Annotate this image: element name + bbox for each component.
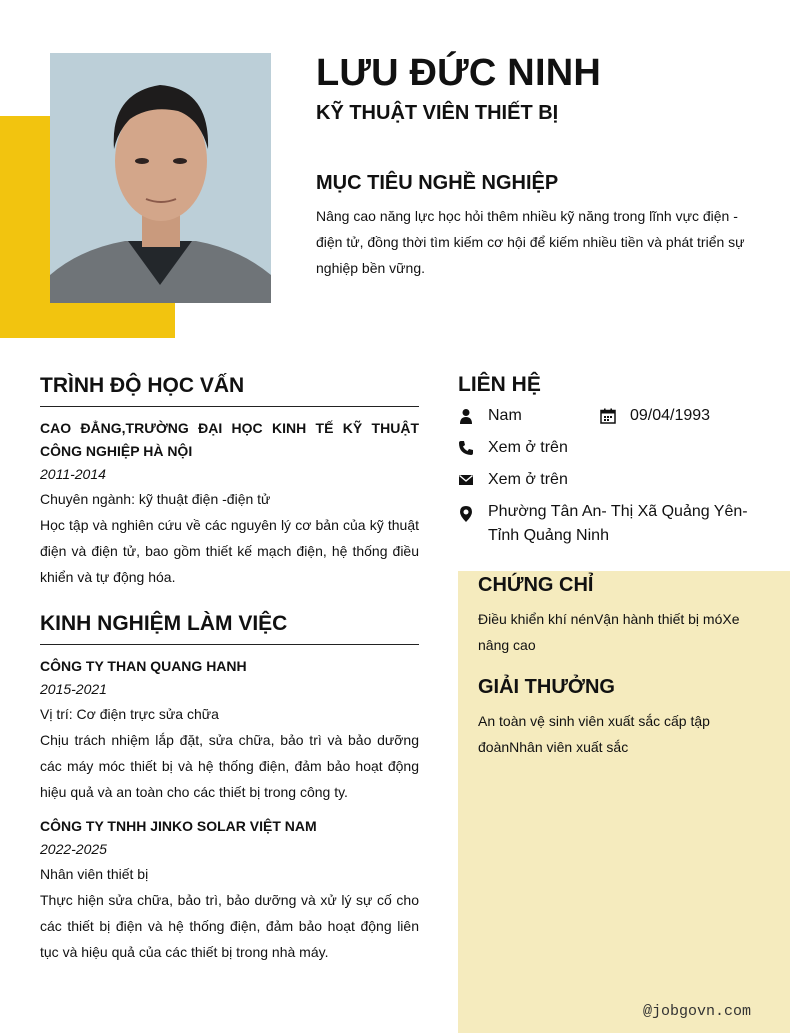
- watermark: @jobgovn.com: [643, 1003, 752, 1020]
- objective-heading: MỤC TIÊU NGHỀ NGHIỆP: [316, 172, 559, 194]
- person-icon: [458, 408, 474, 424]
- phone-icon: [458, 440, 474, 456]
- profile-photo: [50, 53, 271, 303]
- awards-text: An toàn vệ sinh viên xuất sắc cấp tập đoànNhân viên xuất sắc: [478, 713, 710, 755]
- contact-phone[interactable]: Xem ở trên: [488, 439, 568, 456]
- experience-heading: KINH NGHIỆM LÀM VIỆC: [40, 612, 419, 645]
- contact-gender: Nam: [488, 407, 522, 424]
- education-major: Chuyên ngành: kỹ thuật điện -điện tử: [40, 491, 271, 507]
- education-entry: [40, 417, 419, 590]
- certificates-text: Điều khiển khí nénVận hành thiết bị móXe nâng cao: [478, 611, 740, 653]
- experience-entry: [40, 815, 419, 965]
- experience-company: CÔNG TY TNHH JINKO SOLAR VIỆT NAM: [40, 818, 317, 834]
- job-title: KỸ THUẬT VIÊN THIẾT BỊ: [316, 102, 559, 124]
- education-heading: TRÌNH ĐỘ HỌC VẤN: [40, 374, 419, 407]
- experience-description: Chịu trách nhiệm lắp đặt, sửa chữa, bảo trì và bảo dưỡng các máy móc thiết bị và hệ thống điện, đảm bảo hoạt động hiệu quả và an toàn cho các thiết bị trong công ty.: [40, 732, 419, 800]
- education-period: 2011-2014: [40, 466, 106, 482]
- objective-text: Nâng cao năng lực học hỏi thêm nhiều kỹ năng trong lĩnh vực điện - điện tử, đồng thời tìm kiếm cơ hội để kiếm nhiều tiền và phát triển sự nghiệp bền vững.: [316, 208, 745, 276]
- contact-address: Phường Tân An- Thị Xã Quảng Yên- Tỉnh Quảng Ninh: [488, 503, 748, 544]
- calendar-icon: [600, 408, 616, 424]
- experience-description: Thực hiện sửa chữa, bảo trì, bảo dưỡng và xử lý sự cố cho các thiết bị điện và hệ thống điện, đảm bảo hoạt động liên tục và hiệu quả của các thiết bị trong nhà máy.: [40, 892, 419, 960]
- location-icon: [458, 505, 474, 521]
- left-column: [40, 374, 419, 975]
- education-school: CAO ĐẲNG,TRƯỜNG ĐẠI HỌC KINH TẾ KỸ THUẬT CÔNG NGHIỆP HÀ NỘI: [40, 420, 419, 459]
- contact-email[interactable]: Xem ở trên: [488, 471, 568, 488]
- experience-position: Nhân viên thiết bị: [40, 866, 149, 882]
- contact-heading: LIÊN HỆ: [458, 373, 541, 396]
- certificates-heading: CHỨNG CHỈ: [478, 574, 594, 596]
- experience-period: 2015-2021: [40, 681, 107, 697]
- experience-company: CÔNG TY THAN QUANG HANH: [40, 658, 247, 674]
- awards-heading: GIẢI THƯỞNG: [478, 676, 615, 698]
- candidate-name: LƯU ĐỨC NINH: [316, 52, 601, 94]
- contact-birthdate: 09/04/1993: [630, 407, 711, 424]
- education-description: Học tập và nghiên cứu về các nguyên lý cơ bản của kỹ thuật điện và điện tử, bao gồm thiết kế mạch điện, hệ thống điều khiển và tự động hóa.: [40, 517, 419, 585]
- experience-entry: [40, 655, 419, 805]
- email-icon: [458, 472, 474, 488]
- experience-period: 2022-2025: [40, 841, 107, 857]
- experience-position: Vị trí: Cơ điện trực sửa chữa: [40, 706, 219, 722]
